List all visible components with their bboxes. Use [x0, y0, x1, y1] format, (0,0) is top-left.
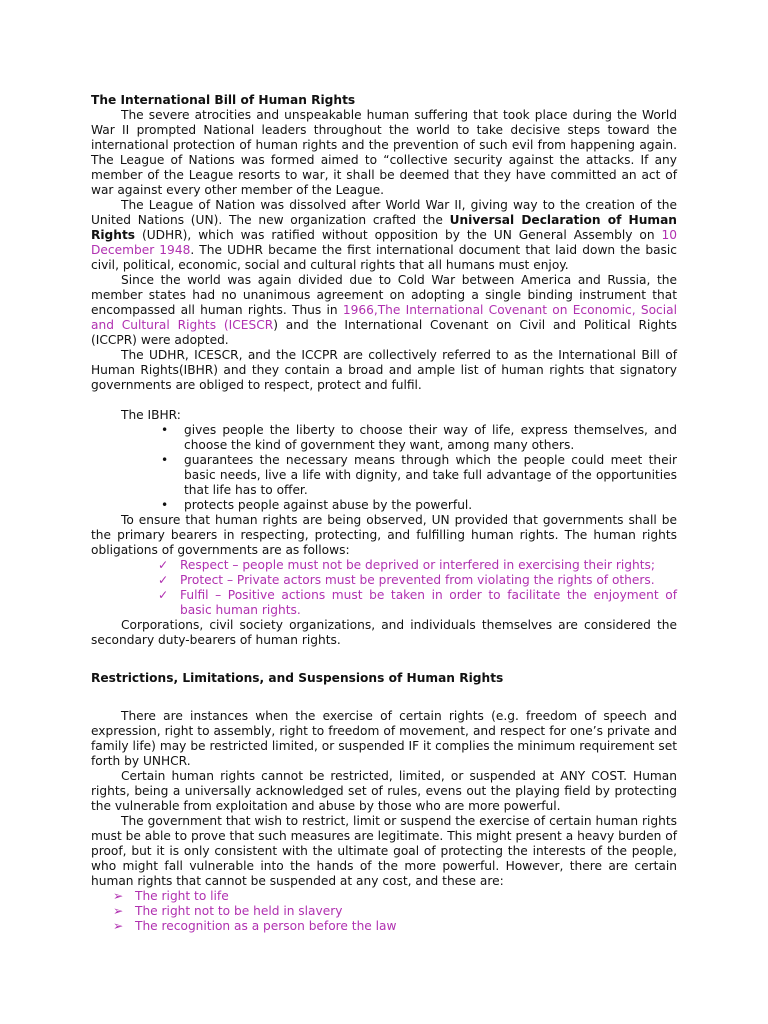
paragraph-obligations: To ensure that human rights are being observed, UN provided that governments shall be the primary bearers in respecting, protecting, and fulfilling human rights. The human rights obligations of governments are as follows:	[91, 513, 677, 557]
checkmark-icon: ✓	[158, 573, 169, 587]
paragraph-cold-war: Since the world was again divided due to Cold War between America and Russia, the member states had no unanimous agreement on adopting a single binding instrument that encompassed all human rights. Thus in 1966,The International Covenant on Economic, Social and Cultural Rights (ICESCR) and the International Covenant on Civil and Political Rights (ICCPR) were adopted.	[91, 273, 677, 347]
bullet-icon: •	[161, 423, 169, 437]
document-page	[91, 93, 677, 934]
arrow-right-icon: ➢	[113, 889, 124, 903]
arrow-right-icon: ➢	[113, 919, 124, 933]
udhr-bold-term: Universal Declaration of Human Rights	[91, 213, 677, 242]
paragraph-ibhr: The UDHR, ICESCR, and the ICCPR are collectively referred to as the International Bill of Human Rights(IBHR) and they contain a broad and ample list of human rights that signatory governments are obliged to respect, protect and fulfil.	[91, 348, 677, 392]
bullet-icon: •	[161, 498, 169, 512]
section-heading-ibhr: The International Bill of Human Rights	[91, 93, 356, 107]
paragraph-secondary-duty: Corporations, civil society organizations, and individuals themselves are considered the secondary duty-bearers of human rights.	[91, 618, 677, 647]
paragraph-instances: There are instances when the exercise of certain rights (e.g. freedom of speech and expression, right to assembly, right to freedom of movement, and respect for one’s private and family life) may be restricted limited, or suspended IF it complies the minimum requirement set forth by UNHCR.	[91, 709, 677, 768]
ibhr-bullet-list	[91, 423, 677, 513]
paragraph-ww2: The severe atrocities and unspeakable human suffering that took place during the World War II prompted National leaders throughout the world to take decisive steps toward the international protection of human rights and the prevention of such evil from happening again. The League of Nations was formed aimed to “collective security against the attacks. If any member of the League resorts to war, it shall be deemed that they have committed an act of war against every other member of the League.	[91, 108, 677, 197]
checkmark-icon: ✓	[158, 558, 169, 572]
obligations-check-list	[91, 558, 677, 618]
paragraph-burden-of-proof: The government that wish to restrict, limit or suspend the exercise of certain human rights must be able to prove that such measures are legitimate. This might present a heavy burden of proof, but it is only consistent with the ultimate goal of protecting the interests of the people, who might fall vulnerable into the hands of the more powerful. However, there are certain human rights that cannot be suspended at any cost, and these are:	[91, 814, 677, 888]
list-item: ✓ Protect – Private actors must be prevented from violating the rights of others.	[158, 573, 655, 587]
list-item: • guarantees the necessary means through which the people could meet their basic needs, live a life with dignity, and take full advantage of the opportunities that life has to offer.	[161, 453, 677, 497]
list-item: ➢ The right to life	[113, 889, 229, 903]
paragraph-udhr: The League of Nation was dissolved after World War II, giving way to the creation of the United Nations (UN). The new organization crafted the Universal Declaration of Human Rights (UDHR), which was ratified without opposition by the UN General Assembly on 10 December 1948. The UDHR became the first international document that laid down the basic civil, political, economic, social and cultural rights that all humans must enjoy.	[91, 198, 677, 272]
list-item: ✓ Respect – people must not be deprived or interfered in exercising their rights;	[158, 558, 655, 572]
icescr-link[interactable]: 1966,The International Covenant on Economic, Social and Cultural Rights (ICESCR	[91, 303, 677, 332]
non-derogable-rights-list	[91, 889, 677, 934]
ibhr-intro: The IBHR:	[121, 408, 181, 422]
list-item: ➢ The right not to be held in slavery	[113, 904, 343, 918]
checkmark-icon: ✓	[158, 588, 169, 602]
list-item: ➢ The recognition as a person before the law	[113, 919, 397, 933]
bullet-icon: •	[161, 453, 169, 467]
udhr-date-link[interactable]: 10 December 1948	[91, 228, 677, 257]
arrow-right-icon: ➢	[113, 904, 124, 918]
list-item: • gives people the liberty to choose their way of life, express themselves, and choose the kind of government they want, among many others.	[161, 423, 677, 452]
list-item: ✓ Fulfil – Positive actions must be taken in order to facilitate the enjoyment of basic human rights.	[158, 588, 677, 617]
list-item: • protects people against abuse by the powerful.	[161, 498, 473, 512]
section-heading-restrictions: Restrictions, Limitations, and Suspensions of Human Rights	[91, 671, 504, 685]
paragraph-any-cost: Certain human rights cannot be restricted, limited, or suspended at ANY COST. Human rights, being a universally acknowledged set of rules, evens out the playing field by protecting the vulnerable from exploitation and abuse by those who are more powerful.	[91, 769, 677, 813]
